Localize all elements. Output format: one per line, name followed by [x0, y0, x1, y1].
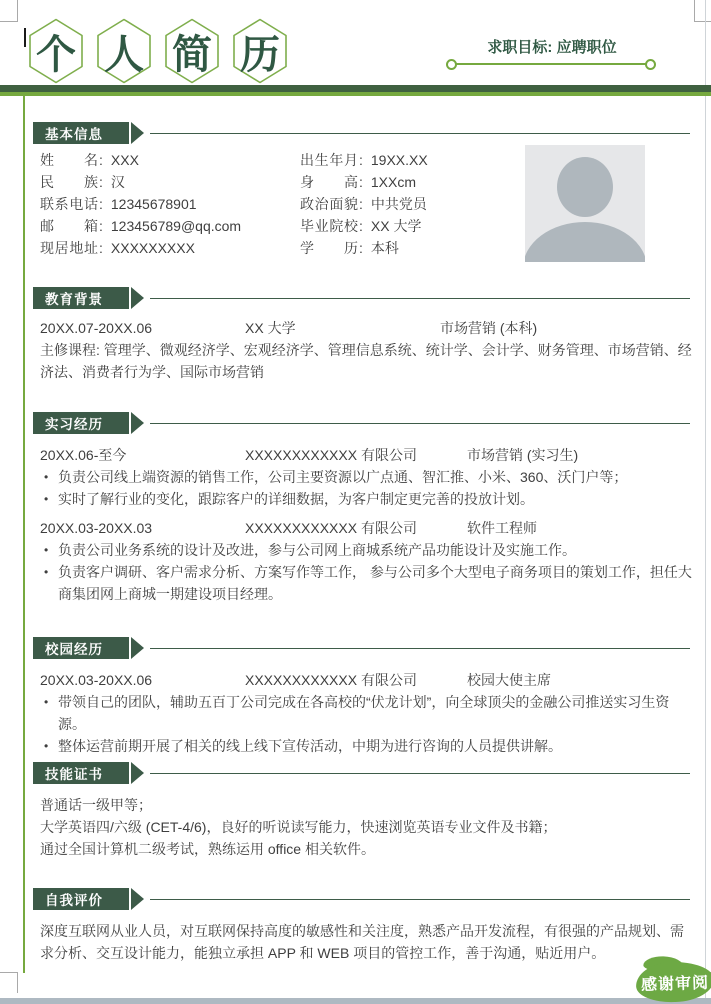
header-bar-dark: [0, 85, 711, 92]
campus-entry-header: [40, 669, 690, 691]
title-char: 个: [36, 32, 76, 77]
section-title: 教育背景: [45, 292, 103, 307]
section-rule: [150, 133, 690, 134]
portrait-placeholder: [525, 145, 645, 262]
section-banner: [33, 412, 129, 434]
resume-title: [28, 18, 288, 84]
education-entry-header: [40, 317, 690, 339]
skill-line: 大学英语四/六级 (CET-4/6)，良好的听说读写能力，快速浏览英语专业文件及书籍；: [40, 819, 557, 835]
field-value: 汉: [110, 174, 125, 190]
field-label: 政治面貌: [300, 196, 358, 212]
info-row: 学历: 本科: [300, 237, 560, 259]
field-label: 邮箱: [40, 218, 98, 234]
crop-mark-top-left: [17, 0, 18, 21]
field-value: 本科: [370, 240, 399, 256]
bullet-item: • 带领自己的团队，辅助五百丁公司完成在各高校的“伏龙计划”，向全球顶尖的金融公司推送实习生资源。: [40, 691, 692, 735]
page-right-edge: [705, 0, 706, 998]
section-title: 实习经历: [45, 417, 103, 432]
info-row: 联系电话: 12345678901: [40, 193, 300, 215]
field-label: 毕业院校: [300, 218, 358, 234]
job-objective: 求职目标: 应聘职位: [487, 39, 617, 56]
field-label: 民族: [40, 174, 98, 190]
section-rule: [150, 423, 690, 424]
section-rule: [150, 298, 690, 299]
section-education: [33, 287, 690, 383]
title-char: 历: [240, 32, 280, 77]
title-hexagon: [232, 18, 288, 84]
section-banner: [33, 762, 129, 784]
job-title: 软件工程师: [467, 520, 537, 536]
skill-line: 普通话一级甲等；: [40, 797, 152, 813]
section-title: 基本信息: [45, 127, 103, 142]
basic-info-left-column: [40, 149, 300, 259]
line-end-dot: [645, 59, 656, 70]
section-rule: [150, 773, 690, 774]
header-bar-light: [0, 92, 711, 96]
banner-arrow-icon: [131, 412, 144, 434]
internship-bullets: [40, 466, 692, 510]
title-hexagon: [96, 18, 152, 84]
title-hexagon: [164, 18, 220, 84]
field-value: 1XXcm: [370, 174, 417, 190]
banner-arrow-icon: [131, 762, 144, 784]
info-row: 政治面貌: 中共党员: [300, 193, 560, 215]
section-skills: [33, 762, 690, 860]
job-title: 校园大使主席: [467, 672, 551, 688]
crop-mark-top-right: [694, 21, 711, 22]
self-evaluation-text: 深度互联网从业人员，对互联网保持高度的敏感性和关注度，熟悉产品开发流程，有很强的产品规划、需求分析、交互设计能力，能独立承担 APP 和 WEB 项目的管控工作，善于沟通，贴近用户。: [40, 923, 684, 961]
crop-mark-bottom-left: [17, 972, 18, 993]
info-row: 邮箱: 123456789@qq.com: [40, 215, 300, 237]
section-title: 自我评价: [45, 893, 103, 908]
section-title: 技能证书: [45, 767, 103, 782]
person-silhouette-icon: [557, 157, 613, 217]
section-banner: [33, 888, 129, 910]
crop-mark-top-left: [0, 21, 18, 22]
skill-line: 通过全国计算机二级考试，熟练运用 office 相关软件。: [40, 841, 375, 857]
major-courses: 主修课程: 管理学、微观经济学、宏观经济学、管理信息系统、统计学、会计学、财务管理、市场营销、经济法、消费者行为学、国际市场营销: [40, 342, 692, 380]
bullet-item: • 负责客户调研、客户需求分析、方案写作等工作， 参与公司多个大型电子商务项目的策划工作，担任大商集团网上商城一期建设项目经理。: [40, 561, 692, 605]
date-range: 20XX.07-20XX.06: [40, 320, 153, 336]
banner-arrow-icon: [131, 122, 144, 144]
field-label: 出生年月: [300, 152, 358, 168]
field-label: 姓名: [40, 152, 98, 168]
crop-mark-top-right: [694, 0, 695, 21]
field-value: XX 大学: [370, 218, 422, 234]
section-banner: [33, 122, 129, 144]
internship-entry-header: [40, 517, 690, 539]
bullet-item: • 负责公司业务系统的设计及改进，参与公司网上商城系统产品功能设计及实施工作。: [40, 539, 692, 561]
bullet-item: • 实时了解行业的变化，跟踪客户的详细数据，为客户制定更完善的投放计划。: [40, 488, 692, 510]
title-char: 简: [172, 32, 212, 77]
field-value: 中共党员: [370, 196, 427, 212]
info-row: 出生年月: 19XX.XX: [300, 149, 560, 171]
banner-arrow-icon: [131, 637, 144, 659]
section-banner: [33, 287, 129, 309]
info-row: 姓名: XXX: [40, 149, 300, 171]
company-name: XXXXXXXXXXXX 有限公司: [245, 672, 417, 688]
section-rule: [150, 899, 690, 900]
info-row: 身高: 1XXcm: [300, 171, 560, 193]
section-campus: [33, 637, 690, 757]
page-bottom-edge: [0, 998, 711, 1004]
major-degree: 市场营销 (本科): [440, 320, 538, 336]
date-range: 20XX.03-20XX.06: [40, 672, 153, 688]
field-value: 12345678901: [110, 196, 197, 212]
field-label: 联系电话: [40, 196, 98, 212]
section-rule: [150, 648, 690, 649]
field-value: 19XX.XX: [370, 152, 428, 168]
left-accent-line: [23, 96, 25, 973]
internship-entry-header: [40, 444, 690, 466]
person-silhouette-icon: [525, 222, 645, 262]
section-banner: [33, 637, 129, 659]
info-row: 民族: 汉: [40, 171, 300, 193]
basic-info-right-column: [300, 149, 560, 259]
info-row: 毕业院校: XX 大学: [300, 215, 560, 237]
field-value: XXX: [110, 152, 139, 168]
field-value: XXXXXXXXX: [110, 240, 195, 256]
banner-arrow-icon: [131, 888, 144, 910]
title-char: 人: [104, 32, 144, 77]
date-range: 20XX.06-至今: [40, 447, 127, 463]
thanks-stamp: [635, 961, 711, 1004]
banner-arrow-icon: [131, 287, 144, 309]
text-cursor: [24, 28, 26, 47]
field-label: 学历: [300, 240, 358, 256]
field-value: 123456789@qq.com: [110, 218, 242, 234]
school-name: XX 大学: [245, 320, 296, 336]
section-self-evaluation: [33, 888, 690, 964]
objective-underline: [452, 63, 648, 65]
job-title: 市场营销 (实习生): [467, 447, 579, 463]
campus-bullets: [40, 691, 692, 757]
company-name: XXXXXXXXXXXX 有限公司: [245, 447, 417, 463]
bullet-item: • 负责公司线上端资源的销售工作，公司主要资源以广点通、智汇推、小米、360、沃门户等；: [40, 466, 692, 488]
section-title: 校园经历: [45, 642, 103, 657]
internship-bullets: [40, 539, 692, 605]
crop-mark-bottom-left: [0, 972, 18, 973]
field-label: 身高: [300, 174, 358, 190]
line-end-dot: [446, 59, 457, 70]
bullet-item: • 整体运营前期开展了相关的线上线下宣传活动，中期为进行咨询的人员提供讲解。: [40, 735, 692, 757]
company-name: XXXXXXXXXXXX 有限公司: [245, 520, 417, 536]
field-label: 现居地址: [40, 240, 98, 256]
stamp-text: 感谢审阅: [640, 974, 710, 994]
date-range: 20XX.03-20XX.03: [40, 520, 153, 536]
title-hexagon: [28, 18, 84, 84]
info-row: 现居地址: XXXXXXXXX: [40, 237, 300, 259]
section-internship: [33, 412, 690, 605]
